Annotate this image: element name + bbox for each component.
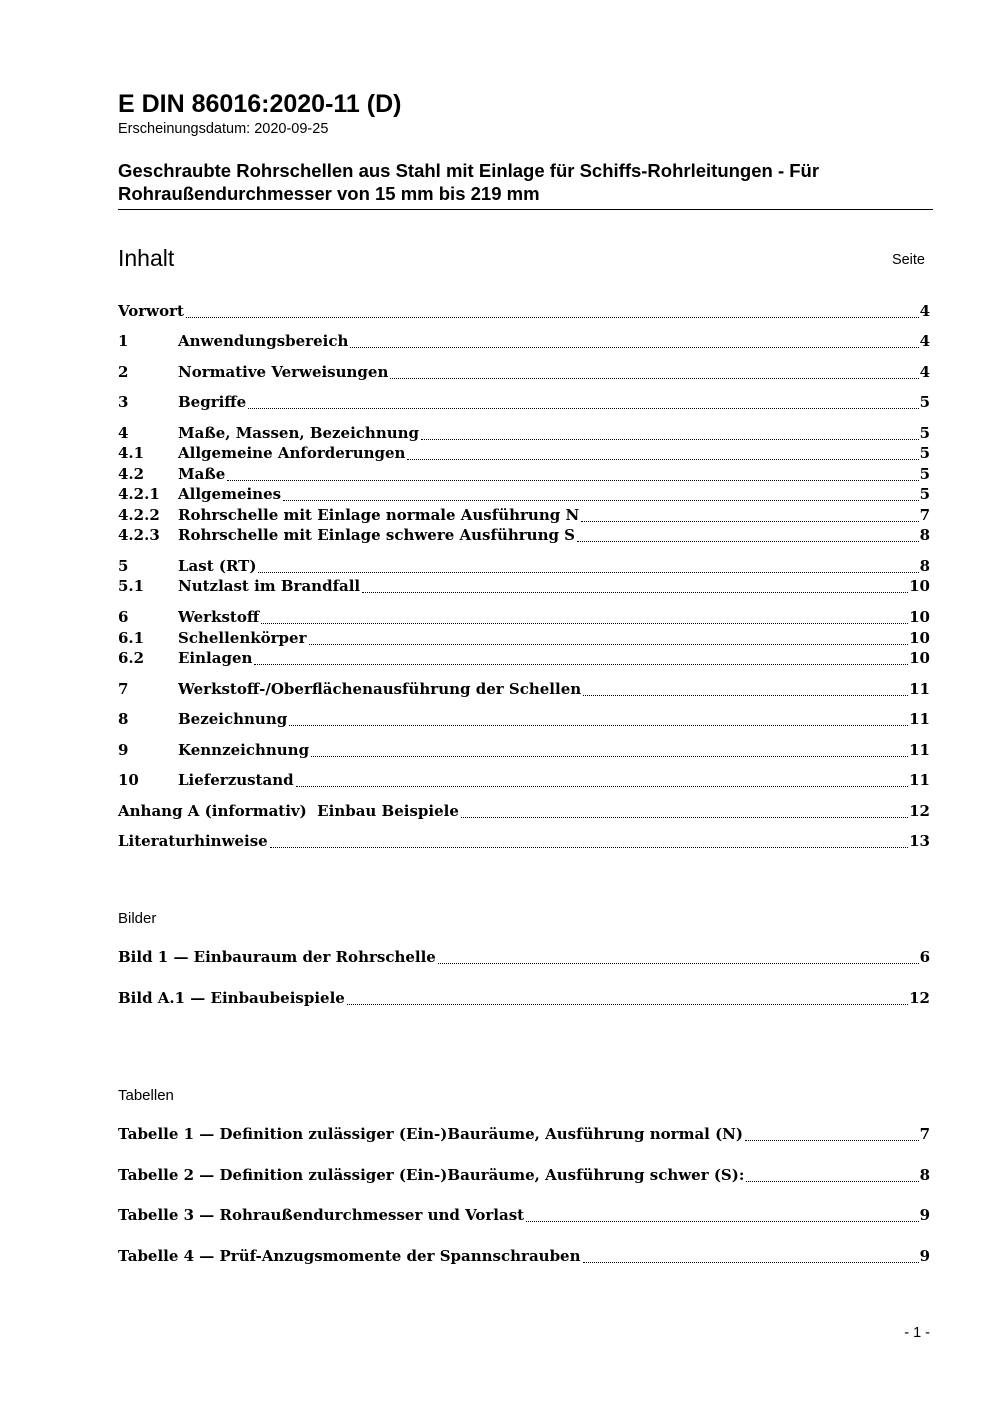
toc-entry[interactable] xyxy=(118,557,930,577)
toc-entry-label: Anwendungsbereich xyxy=(178,332,349,350)
dot-leader xyxy=(577,541,919,542)
dot-leader xyxy=(261,623,908,624)
toc-entry-label: Anhang A (informativ) Einbau Beispiele xyxy=(118,802,459,820)
table-entry[interactable] xyxy=(118,1166,930,1186)
toc-entry-label: Vorwort xyxy=(118,302,184,320)
toc-entry-page: 8 xyxy=(919,526,930,544)
dot-leader xyxy=(350,347,918,348)
toc-entry-label: Nutzlast im Brandfall xyxy=(178,577,361,595)
toc-entry-page: 10 xyxy=(909,629,930,647)
toc-entry-page: 11 xyxy=(909,710,930,728)
toc-entry-number: 4.1 xyxy=(118,444,145,462)
dot-leader xyxy=(186,317,919,318)
toc-entry[interactable] xyxy=(118,444,930,464)
table-entry-label: Tabelle 3 — Rohraußendurchmesser und Vorlast xyxy=(118,1206,525,1224)
toc-entry-page: 10 xyxy=(909,608,930,626)
toc-entry-label: Einlagen xyxy=(178,649,253,667)
toc-entry-label: Lieferzustand xyxy=(178,771,294,789)
toc-heading: Inhalt xyxy=(118,245,175,271)
dot-leader xyxy=(407,459,918,460)
toc-entry-page: 5 xyxy=(919,444,930,462)
toc-entry-page: 5 xyxy=(919,424,930,442)
tables-heading: Tabellen xyxy=(118,1087,174,1104)
table-entry-page: 8 xyxy=(919,1166,930,1184)
toc-entry-label: Werkstoff xyxy=(178,608,260,626)
toc-entry-label: Allgemeine Anforderungen xyxy=(178,444,406,462)
dot-leader xyxy=(258,572,918,573)
toc-entry-number: 6.2 xyxy=(118,649,145,667)
dot-leader xyxy=(309,644,909,645)
toc-entry[interactable] xyxy=(118,832,930,852)
toc-entry-number: 3 xyxy=(118,393,129,411)
dot-leader xyxy=(289,725,908,726)
toc-entry[interactable] xyxy=(118,802,930,822)
dot-leader xyxy=(583,1262,919,1263)
publication-date: Erscheinungsdatum: 2020-09-25 xyxy=(118,121,329,137)
toc-entry[interactable] xyxy=(118,710,930,730)
figure-entry[interactable] xyxy=(118,948,930,968)
dot-leader xyxy=(745,1140,919,1141)
toc-entry-number: 4.2.3 xyxy=(118,526,160,544)
toc-entry-page: 8 xyxy=(919,557,930,575)
toc-entry-label: Normative Verweisungen xyxy=(178,363,389,381)
table-entry-page: 7 xyxy=(919,1125,930,1143)
toc-entry[interactable] xyxy=(118,465,930,485)
toc-entry[interactable] xyxy=(118,506,930,526)
toc-entry-label: Begriffe xyxy=(178,393,247,411)
table-entry-page: 9 xyxy=(919,1247,930,1265)
toc-entry-page: 10 xyxy=(909,577,930,595)
toc-entry-label: Maße xyxy=(178,465,226,483)
toc-entry-number: 10 xyxy=(118,771,139,789)
toc-entry-page: 5 xyxy=(919,465,930,483)
figure-entry-label: Bild A.1 — Einbaubeispiele xyxy=(118,989,345,1007)
toc-entry-label: Rohrschelle mit Einlage normale Ausführung N xyxy=(178,506,580,524)
toc-entry-label: Literaturhinweise xyxy=(118,832,268,850)
toc-entry[interactable] xyxy=(118,680,930,700)
toc-entry[interactable] xyxy=(118,577,930,597)
page-number: - 1 - xyxy=(904,1325,930,1341)
toc-entry[interactable] xyxy=(118,363,930,383)
toc-entry-page: 12 xyxy=(909,802,930,820)
table-entry-label: Tabelle 4 — Prüf-Anzugsmomente der Spannschrauben xyxy=(118,1247,581,1265)
toc-entry-page: 4 xyxy=(919,332,930,350)
toc-entry[interactable] xyxy=(118,608,930,628)
toc-entry-page: 11 xyxy=(909,741,930,759)
table-entry[interactable] xyxy=(118,1125,930,1145)
document-subtitle: Geschraubte Rohrschellen aus Stahl mit Einlage für Schiffs-Rohrleitungen - Für Rohraußendurchmesser von 15 mm bis 219 mm xyxy=(118,159,933,210)
dot-leader xyxy=(461,817,908,818)
figure-entry-page: 6 xyxy=(919,948,930,966)
toc-entry[interactable] xyxy=(118,526,930,546)
document-title: E DIN 86016:2020-11 (D) xyxy=(118,90,402,118)
toc-entry-page: 4 xyxy=(919,302,930,320)
toc-entry[interactable] xyxy=(118,649,930,669)
toc-entry-label: Allgemeines xyxy=(178,485,282,503)
toc-entry-number: 6.1 xyxy=(118,629,145,647)
dot-leader xyxy=(270,847,908,848)
toc-entry[interactable] xyxy=(118,393,930,413)
toc-entry-label: Last (RT) xyxy=(178,557,257,575)
toc-entry[interactable] xyxy=(118,302,930,322)
dot-leader xyxy=(283,500,918,501)
dot-leader xyxy=(438,963,919,964)
toc-entry-number: 9 xyxy=(118,741,129,759)
toc-entry-number: 1 xyxy=(118,332,129,350)
table-entry[interactable] xyxy=(118,1247,930,1267)
dot-leader xyxy=(390,378,918,379)
toc-entry[interactable] xyxy=(118,629,930,649)
toc-entry-label: Maße, Massen, Bezeichnung xyxy=(178,424,420,442)
dot-leader xyxy=(526,1221,919,1222)
toc-entry-number: 4.2.2 xyxy=(118,506,160,524)
toc-entry-number: 4 xyxy=(118,424,129,442)
dot-leader xyxy=(296,786,909,787)
toc-entry-number: 2 xyxy=(118,363,129,381)
toc-entry-page: 10 xyxy=(909,649,930,667)
toc-entry-number: 7 xyxy=(118,680,129,698)
dot-leader xyxy=(421,439,919,440)
toc-entry[interactable] xyxy=(118,485,930,505)
dot-leader xyxy=(362,592,908,593)
figures-heading: Bilder xyxy=(118,910,157,927)
toc-entry[interactable] xyxy=(118,741,930,761)
toc-entry-number: 4.2 xyxy=(118,465,145,483)
toc-entry-label: Werkstoff-/Oberflächenausführung der Schellen xyxy=(178,680,582,698)
table-entry-page: 9 xyxy=(919,1206,930,1224)
dot-leader xyxy=(227,480,918,481)
toc-entry-page: 11 xyxy=(909,771,930,789)
toc-entry-number: 4.2.1 xyxy=(118,485,160,503)
toc-entry[interactable] xyxy=(118,424,930,444)
toc-entry-number: 8 xyxy=(118,710,129,728)
dot-leader xyxy=(248,408,918,409)
toc-page-column-label: Seite xyxy=(891,252,925,268)
dot-leader xyxy=(746,1181,918,1182)
toc-entry-page: 11 xyxy=(909,680,930,698)
dot-leader xyxy=(581,521,918,522)
toc-entry-label: Schellenkörper xyxy=(178,629,307,647)
toc-entry-page: 13 xyxy=(909,832,930,850)
dot-leader xyxy=(583,695,908,696)
table-entry-label: Tabelle 1 — Definition zulässiger (Ein-)Bauräume, Ausführung normal (N) xyxy=(118,1125,743,1143)
toc-entry[interactable] xyxy=(118,332,930,352)
toc-entry[interactable] xyxy=(118,771,930,791)
figure-entry-label: Bild 1 — Einbauraum der Rohrschelle xyxy=(118,948,436,966)
toc-entry-page: 4 xyxy=(919,363,930,381)
toc-entry-page: 5 xyxy=(919,485,930,503)
toc-entry-page: 5 xyxy=(919,393,930,411)
table-entry-label: Tabelle 2 — Definition zulässiger (Ein-)Bauräume, Ausführung schwer (S): xyxy=(118,1166,745,1184)
figure-entry[interactable] xyxy=(118,989,930,1009)
figure-entry-page: 12 xyxy=(909,989,930,1007)
toc-entry-label: Kennzeichnung xyxy=(178,741,310,759)
table-entry[interactable] xyxy=(118,1206,930,1226)
toc-entry-label: Rohrschelle mit Einlage schwere Ausführung S xyxy=(178,526,576,544)
toc-entry-number: 6 xyxy=(118,608,129,626)
dot-leader xyxy=(254,664,908,665)
dot-leader xyxy=(347,1004,908,1005)
dot-leader xyxy=(311,756,908,757)
toc-entry-number: 5.1 xyxy=(118,577,145,595)
toc-entry-page: 7 xyxy=(919,506,930,524)
toc-entry-number: 5 xyxy=(118,557,129,575)
toc-entry-label: Bezeichnung xyxy=(178,710,288,728)
